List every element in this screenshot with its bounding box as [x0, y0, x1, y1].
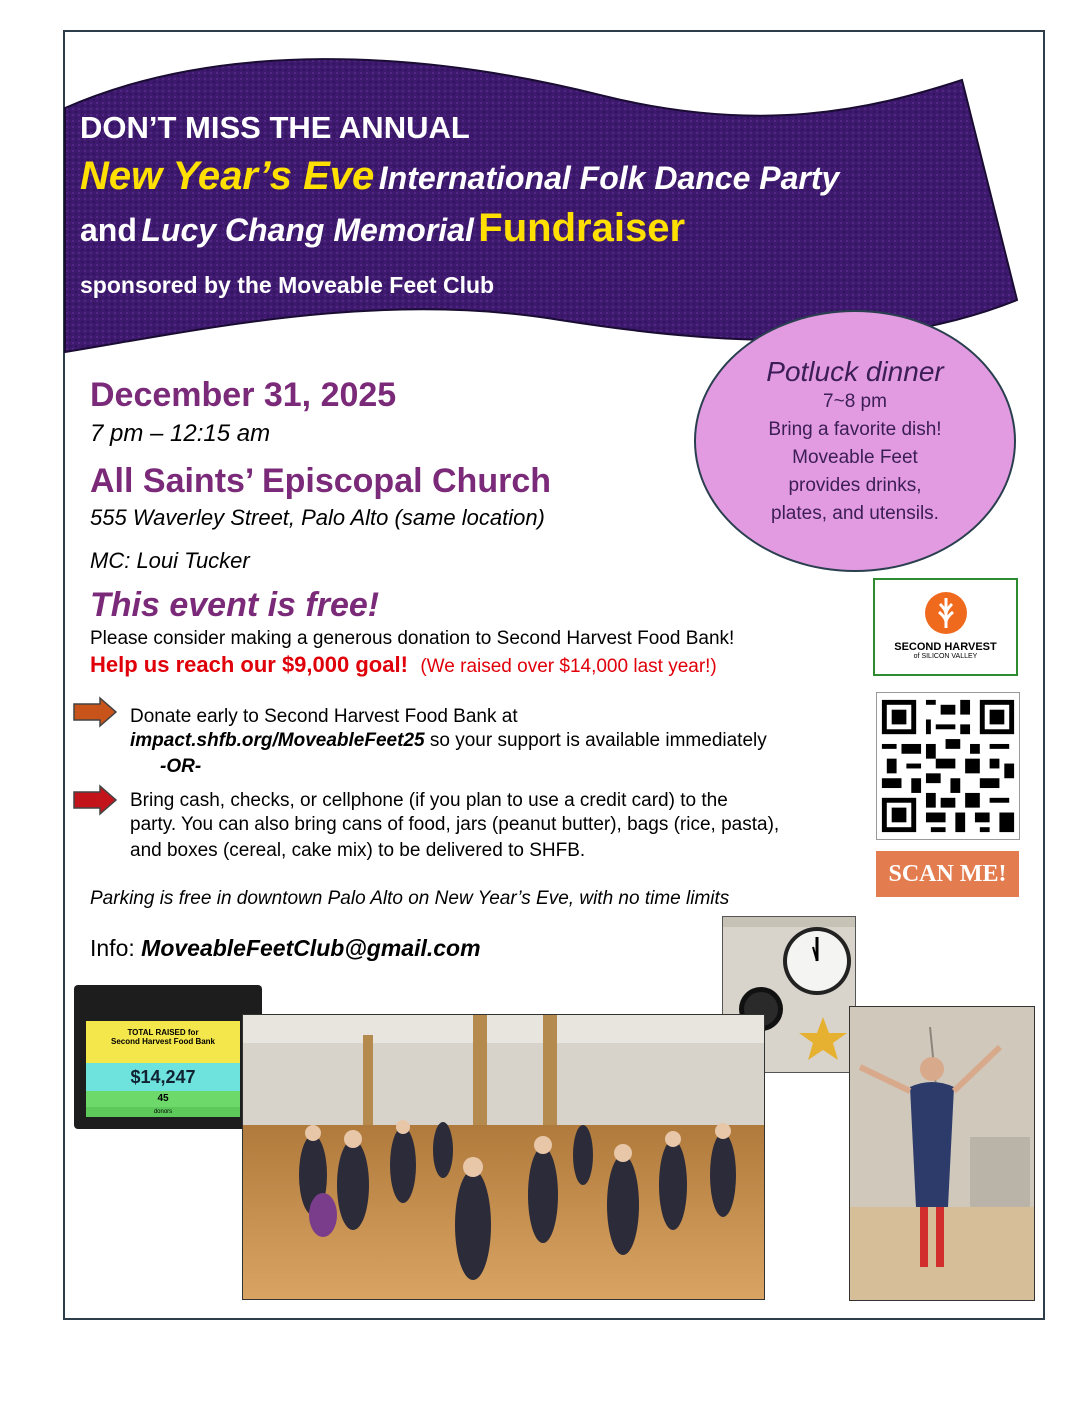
scan-me-label: SCAN ME!: [876, 851, 1019, 897]
banner-memorial: Lucy Chang Memorial: [141, 212, 474, 248]
tablet-count: 45: [86, 1091, 240, 1107]
option2-line2: party. You can also bring cans of food, jars (peanut butter), bags (rice, pasta),: [130, 814, 780, 835]
info-label: Info:: [90, 935, 135, 961]
dancer-photo: [849, 1006, 1035, 1301]
potluck-title: Potluck dinner: [766, 356, 944, 387]
potluck-oval: [694, 310, 1016, 572]
tablet-amount: $14,247: [86, 1063, 240, 1091]
option1-rest: so your support is available immediately: [429, 730, 767, 751]
arrow-right-icon: [72, 696, 118, 728]
potluck-line: Moveable Feet: [792, 447, 918, 468]
option1-line2: [130, 730, 767, 752]
event-address: 555 Waverley Street, Palo Alto (same location): [90, 505, 545, 530]
banner-line2: [80, 154, 839, 199]
banner-and: and: [80, 212, 137, 248]
last-year-text: (We raised over $14,000 last year!): [420, 656, 717, 677]
wheat-logo-icon: [923, 590, 969, 636]
event-time: 7 pm – 12:15 am: [90, 420, 271, 447]
parking-note: Parking is free in downtown Palo Alto on New Year’s Eve, with no time limits: [90, 888, 730, 909]
banner-line1: DON’T MISS THE ANNUAL: [80, 110, 470, 145]
potluck-line: 7~8 pm: [823, 391, 887, 412]
logo-line2: of SILICON VALLEY: [913, 653, 978, 660]
logo-line1: SECOND HARVEST: [894, 641, 997, 653]
donation-line: Please consider making a generous donation to Second Harvest Food Bank!: [90, 628, 735, 649]
tablet-subheader: Second Harvest Food Bank: [110, 1037, 216, 1046]
or-divider: -OR-: [160, 756, 202, 777]
option2-line1: Bring cash, checks, or cellphone (if you plan to use a credit card) to the: [130, 790, 728, 811]
banner-line3: [80, 206, 685, 251]
banner-fundraiser: Fundraiser: [478, 206, 686, 250]
potluck-line: provides drinks,: [788, 475, 922, 496]
qr-code[interactable]: [876, 692, 1020, 840]
goal-text: Help us reach our $9,000 goal!: [90, 652, 408, 677]
event-mc: MC: Loui Tucker: [90, 548, 250, 573]
dance-hall-photo: [242, 1014, 765, 1300]
banner-party-title: International Folk Dance Party: [378, 160, 840, 196]
info-email[interactable]: MoveableFeetClub@gmail.com: [141, 935, 481, 961]
option1-line1: Donate early to Second Harvest Food Bank at: [130, 706, 518, 727]
goal-line: [90, 652, 717, 678]
tablet-count-label: donors: [86, 1107, 240, 1117]
potluck-line: plates, and utensils.: [771, 503, 939, 524]
event-venue: All Saints’ Episcopal Church: [90, 462, 551, 500]
banner-sponsor: sponsored by the Moveable Feet Club: [80, 272, 495, 298]
arrow-right-icon: [72, 784, 118, 816]
banner-new-years-eve: New Year’s Eve: [80, 154, 375, 198]
donation-url[interactable]: impact.shfb.org/MoveableFeet25: [130, 730, 425, 751]
second-harvest-logo: [873, 578, 1018, 676]
option2-line3: and boxes (cereal, cake mix) to be delivered to SHFB.: [130, 840, 586, 861]
free-heading: This event is free!: [90, 586, 380, 624]
tablet-header: TOTAL RAISED for: [127, 1028, 199, 1037]
potluck-line: Bring a favorite dish!: [768, 419, 942, 440]
info-line: [90, 935, 481, 962]
tablet-photo: [74, 985, 262, 1129]
event-date: December 31, 2025: [90, 376, 397, 414]
